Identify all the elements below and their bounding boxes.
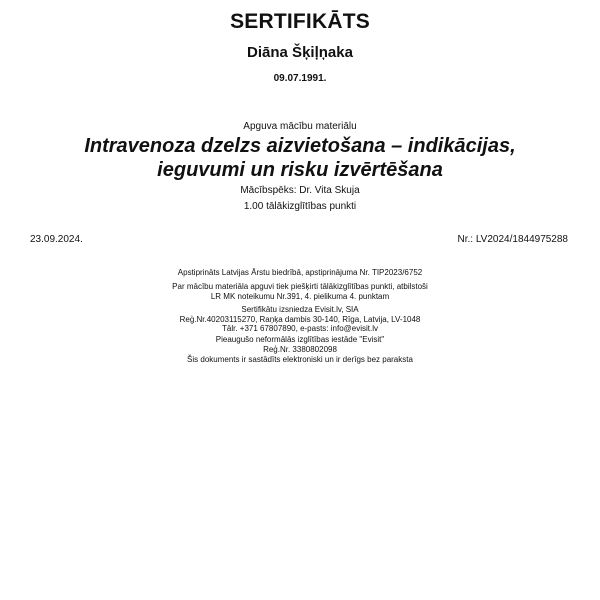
points-note-line-1: Par mācību materiāla apguvi tiek piešķirti tālākizglītības punkti, atbilstoši [172,282,428,291]
lecturer: Mācībspēks: Dr. Vita Skuja [240,185,360,196]
course-title [0,134,600,182]
school-line-2: Reģ.Nr. 3380802098 [263,344,337,354]
certificate-number: Nr.: LV2024/1844975288 [457,234,568,245]
birth-date: 09.07.1991. [273,73,327,84]
recipient-name: Diāna Šķiļņaka [247,44,353,61]
certificate-title: SERTIFIKĀTS [230,10,370,33]
issuer-info [0,305,600,334]
digital-note: Šis dokuments ir sastādīts elektroniski un ir derīgs bez paraksta [187,355,413,364]
points-note-line-2: LR MK noteikumu Nr.391, 4. pielikuma 4. punktam [210,291,390,301]
course-title-line-1: Intravenoza dzelzs aizvietošana – indikācijas, [84,135,516,157]
credit-points: 1.00 tālākizglītības punkti [243,201,357,212]
school-info [0,335,600,354]
issuer-line-2: Reģ.Nr.40203115270, Raņķa dambis 30-140, Rīga, Latvija, LV-1048 [179,314,421,324]
school-line-1: Pieaugušo neformālās izglītības iestāde "Evisit" [215,335,385,344]
issuer-line-1: Sertifikātu izsniedza Evisit.lv, SIA [241,305,359,314]
issuer-line-3: Tālr. +371 67807890, e-pasts: info@evisit.lv [222,324,378,333]
approval-note: Apstiprināts Latvijas Ārstu biedrībā, apstiprinājuma Nr. TIP2023/6752 [177,268,423,277]
intro-text: Apguva mācību materiālu [243,121,357,132]
course-title-line-2: ieguvumi un risku izvērtēšana [157,159,443,181]
issue-date: 23.09.2024. [30,234,83,245]
points-note [0,282,600,301]
